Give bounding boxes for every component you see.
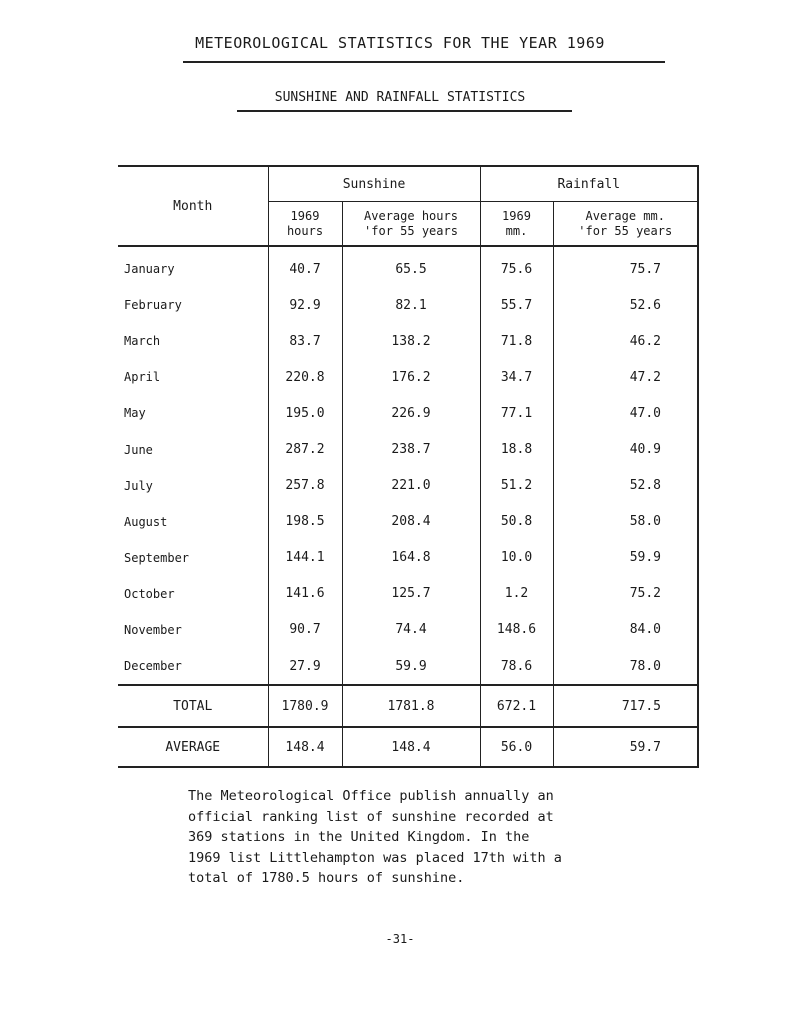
rainfall-average-cell: 78.0 <box>553 648 698 685</box>
sunshine-average-header: Average hours 'for 55 years <box>342 202 480 247</box>
table-row <box>118 287 698 323</box>
sunshine-1969-cell: 90.7 <box>268 612 342 648</box>
sunshine-average-cell: 176.2 <box>342 359 480 395</box>
table-row <box>118 504 698 540</box>
sunshine-1969-cell: 144.1 <box>268 540 342 576</box>
table-header-group-row <box>118 166 698 202</box>
sunshine-average-cell: 65.5 <box>342 246 480 287</box>
page-title: METEOROLOGICAL STATISTICS FOR THE YEAR 1969 <box>195 34 605 52</box>
sunshine-average-cell: 226.9 <box>342 395 480 431</box>
sunshine-average-cell: 238.7 <box>342 431 480 467</box>
average-rainfall-average: 59.7 <box>553 727 698 767</box>
rainfall-average-cell: 58.0 <box>553 504 698 540</box>
statistics-table <box>118 165 699 768</box>
rainfall-1969-cell: 77.1 <box>480 395 553 431</box>
sunshine-average-cell: 59.9 <box>342 648 480 685</box>
sunshine-1969-cell: 198.5 <box>268 504 342 540</box>
page-number: -31- <box>385 932 415 946</box>
sunshine-1969-header: 1969 hours <box>268 202 342 247</box>
rainfall-1969-cell: 34.7 <box>480 359 553 395</box>
month-cell: January <box>124 262 175 277</box>
month-cell: April <box>124 370 161 385</box>
sunshine-average-cell: 208.4 <box>342 504 480 540</box>
rainfall-1969-cell: 78.6 <box>480 648 553 685</box>
month-header: Month <box>118 166 268 246</box>
subtitle-underline <box>237 110 572 112</box>
total-rainfall-1969: 672.1 <box>480 685 553 727</box>
rainfall-1969-cell: 10.0 <box>480 540 553 576</box>
rainfall-1969-cell: 18.8 <box>480 431 553 467</box>
sunshine-1969-cell: 220.8 <box>268 359 342 395</box>
month-cell: September <box>124 550 190 565</box>
month-cell: February <box>124 298 182 313</box>
table-row <box>118 540 698 576</box>
month-cell: October <box>124 586 175 601</box>
rainfall-1969-cell: 1.2 <box>480 576 553 612</box>
note-line: The Meteorological Office publish annually an <box>188 788 554 804</box>
rainfall-header: Rainfall <box>480 166 698 202</box>
month-cell: July <box>124 478 153 493</box>
table-row <box>118 359 698 395</box>
table-row <box>118 246 698 287</box>
title-underline <box>183 61 665 63</box>
table-row <box>118 323 698 359</box>
sunshine-1969-cell: 83.7 <box>268 323 342 359</box>
table-row <box>118 576 698 612</box>
sunshine-1969-cell: 195.0 <box>268 395 342 431</box>
rainfall-average-header: Average mm. 'for 55 years <box>553 202 698 247</box>
table-row <box>118 612 698 648</box>
rainfall-average-cell: 59.9 <box>553 540 698 576</box>
total-row <box>118 685 698 727</box>
page-subtitle: SUNSHINE AND RAINFALL STATISTICS <box>274 90 526 105</box>
rainfall-1969-cell: 55.7 <box>480 287 553 323</box>
total-sunshine-1969: 1780.9 <box>268 685 342 727</box>
sunshine-header: Sunshine <box>268 166 480 202</box>
rainfall-1969-cell: 75.6 <box>480 246 553 287</box>
sunshine-average-cell: 221.0 <box>342 468 480 504</box>
rainfall-average-cell: 47.2 <box>553 359 698 395</box>
average-sunshine-average: 148.4 <box>342 727 480 767</box>
average-row <box>118 727 698 767</box>
sunshine-average-cell: 82.1 <box>342 287 480 323</box>
rainfall-1969-cell: 50.8 <box>480 504 553 540</box>
sunshine-1969-cell: 40.7 <box>268 246 342 287</box>
rainfall-average-cell: 52.6 <box>553 287 698 323</box>
table-row <box>118 395 698 431</box>
total-sunshine-average: 1781.8 <box>342 685 480 727</box>
rainfall-average-cell: 47.0 <box>553 395 698 431</box>
sunshine-1969-cell: 141.6 <box>268 576 342 612</box>
month-cell: November <box>124 622 182 637</box>
rainfall-average-cell: 52.8 <box>553 468 698 504</box>
note-line: 369 stations in the United Kingdom. In the <box>188 829 530 845</box>
sunshine-average-cell: 138.2 <box>342 323 480 359</box>
ranking-note <box>188 786 708 889</box>
sunshine-average-cell: 74.4 <box>342 612 480 648</box>
sunshine-1969-cell: 257.8 <box>268 468 342 504</box>
rainfall-average-cell: 84.0 <box>553 612 698 648</box>
sunshine-1969-cell: 92.9 <box>268 287 342 323</box>
total-label: TOTAL <box>118 685 268 727</box>
table-row <box>118 468 698 504</box>
month-cell: December <box>124 659 182 674</box>
rainfall-average-cell: 46.2 <box>553 323 698 359</box>
average-sunshine-1969: 148.4 <box>268 727 342 767</box>
average-label: AVERAGE <box>118 727 268 767</box>
table-row <box>118 431 698 467</box>
month-cell: August <box>124 514 168 529</box>
month-cell: June <box>124 442 153 457</box>
month-cell: March <box>124 334 161 349</box>
rainfall-1969-cell: 148.6 <box>480 612 553 648</box>
rainfall-average-cell: 75.2 <box>553 576 698 612</box>
note-line: total of 1780.5 hours of sunshine. <box>188 870 465 886</box>
rainfall-1969-cell: 51.2 <box>480 468 553 504</box>
sunshine-1969-cell: 27.9 <box>268 648 342 685</box>
average-rainfall-1969: 56.0 <box>480 727 553 767</box>
table-row <box>118 648 698 685</box>
sunshine-average-cell: 125.7 <box>342 576 480 612</box>
month-cell: May <box>124 406 146 421</box>
rainfall-average-cell: 40.9 <box>553 431 698 467</box>
rainfall-1969-cell: 71.8 <box>480 323 553 359</box>
note-line: official ranking list of sunshine recorded at <box>188 808 554 825</box>
sunshine-average-cell: 164.8 <box>342 540 480 576</box>
note-line: 1969 list Littlehampton was placed 17th with a <box>188 849 562 866</box>
rainfall-average-cell: 75.7 <box>553 246 698 287</box>
rainfall-1969-header: 1969 mm. <box>480 202 553 247</box>
sunshine-1969-cell: 287.2 <box>268 431 342 467</box>
total-rainfall-average: 717.5 <box>553 685 698 727</box>
